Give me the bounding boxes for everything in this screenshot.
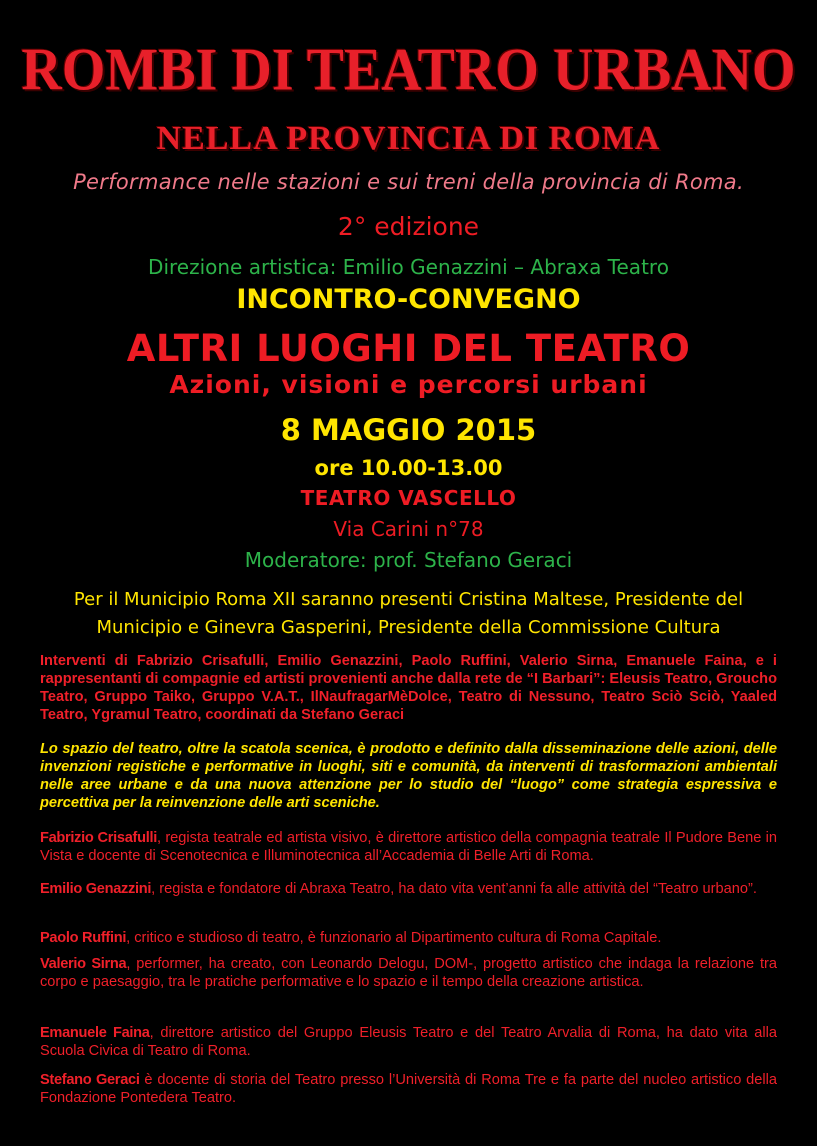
tagline: Performance nelle stazioni e sui treni della provincia di Roma. — [73, 170, 744, 194]
event-moderator: Moderatore: prof. Stefano Geraci — [244, 548, 573, 572]
event-venue: TEATRO VASCELLO — [300, 486, 517, 510]
bio-text: , critico e studioso di teatro, è funzionario al Dipartimento cultura di Roma Capitale. — [126, 930, 662, 946]
bio-name: Paolo Ruffini — [40, 930, 127, 946]
bio-paragraph — [40, 929, 777, 947]
logo-title: ROMBI DI TEATRO URBANO — [21, 36, 796, 104]
bio-text: , performer, ha creato, con Leonardo Delogu, DOM-, progetto artistico che indaga la relazione tra corpo e paesaggio, tra le pratiche performative e lo spazio e il tempo della creazione artistica. — [40, 956, 777, 990]
bio-name: Stefano Geraci — [40, 1072, 140, 1088]
bio-paragraph — [40, 880, 777, 898]
bio-name: Emilio Genazzini — [40, 881, 152, 897]
bio-paragraph — [40, 1024, 777, 1060]
bio-name: Emanuele Faina — [40, 1025, 150, 1041]
bio-paragraph — [40, 1071, 777, 1107]
event-address: Via Carini n°78 — [333, 517, 484, 541]
spazio-paragraph: Lo spazio del teatro, oltre la scatola scenica, è prodotto e definito dalla disseminazione delle azioni, delle invenzioni registiche e performative in luoghi, siti e comunità, da interventi di trasformazioni ambientali nelle aree urbane e da una nuova attenzione per lo studio del “luogo” come strategia espressiva e percettiva per la reinvenzione delle arti sceniche. — [40, 741, 777, 811]
bio-text: , regista e fondatore di Abraxa Teatro, ha dato vita vent’anni fa alle attività del “Teatro urbano”. — [151, 881, 757, 897]
event-type: INCONTRO-CONVEGNO — [236, 284, 581, 315]
logo-subtitle: NELLA PROVINCIA DI ROMA — [156, 120, 661, 157]
bio-text: è docente di storia del Teatro presso l’Università di Roma Tre e fa parte del nucleo artistico della Fondazione Pontedera Teatro. — [40, 1072, 777, 1106]
bio-text: , direttore artistico del Gruppo Eleusis Teatro e del Teatro Arvalia di Roma, ha dato vita alla Scuola Civica di Teatro di Roma. — [40, 1025, 777, 1059]
edition-label: 2° edizione — [337, 212, 480, 241]
municipio-paragraph: Per il Municipio Roma XII saranno presenti Cristina Maltese, Presidente del Municipio e Ginevra Gasperini, Presidente della Commissione Cultura — [73, 589, 744, 638]
bio-paragraph — [40, 955, 777, 991]
event-time: ore 10.00-13.00 — [314, 456, 503, 480]
bio-paragraph — [40, 829, 777, 865]
bio-text: , regista teatrale ed artista visivo, è direttore artistico della compagnia teatrale Il Pudore Bene in Vista e docente di Scenotecnica e Illuminotecnica all’Accademia di Belle Arti di Roma. — [40, 830, 777, 864]
event-subtitle: Azioni, visioni e percorsi urbani — [169, 370, 648, 399]
bio-name: Fabrizio Crisafulli — [40, 830, 157, 846]
bio-name: Valerio Sirna — [40, 956, 127, 972]
event-date: 8 MAGGIO 2015 — [280, 413, 537, 447]
event-title: ALTRI LUOGHI DEL TEATRO — [126, 327, 691, 370]
interventi-paragraph: Interventi di Fabrizio Crisafulli, Emilio Genazzini, Paolo Ruffini, Valerio Sirna, Emanuele Faina, e i rappresentanti di compagnie ed artisti provenienti anche dalla rete de “I Barbari”: Eleusis Teatro, Groucho Teatro, Gruppo Taiko, Gruppo V.A.T., IlNaufragarMèDolce, Teatro di Nessuno, Teatro Sciò Sciò, Yaaled Teatro, Ygramul Teatro, coordinati da Stefano Geraci — [40, 653, 777, 723]
artistic-direction: Direzione artistica: Emilio Genazzini – Abraxa Teatro — [148, 255, 669, 279]
